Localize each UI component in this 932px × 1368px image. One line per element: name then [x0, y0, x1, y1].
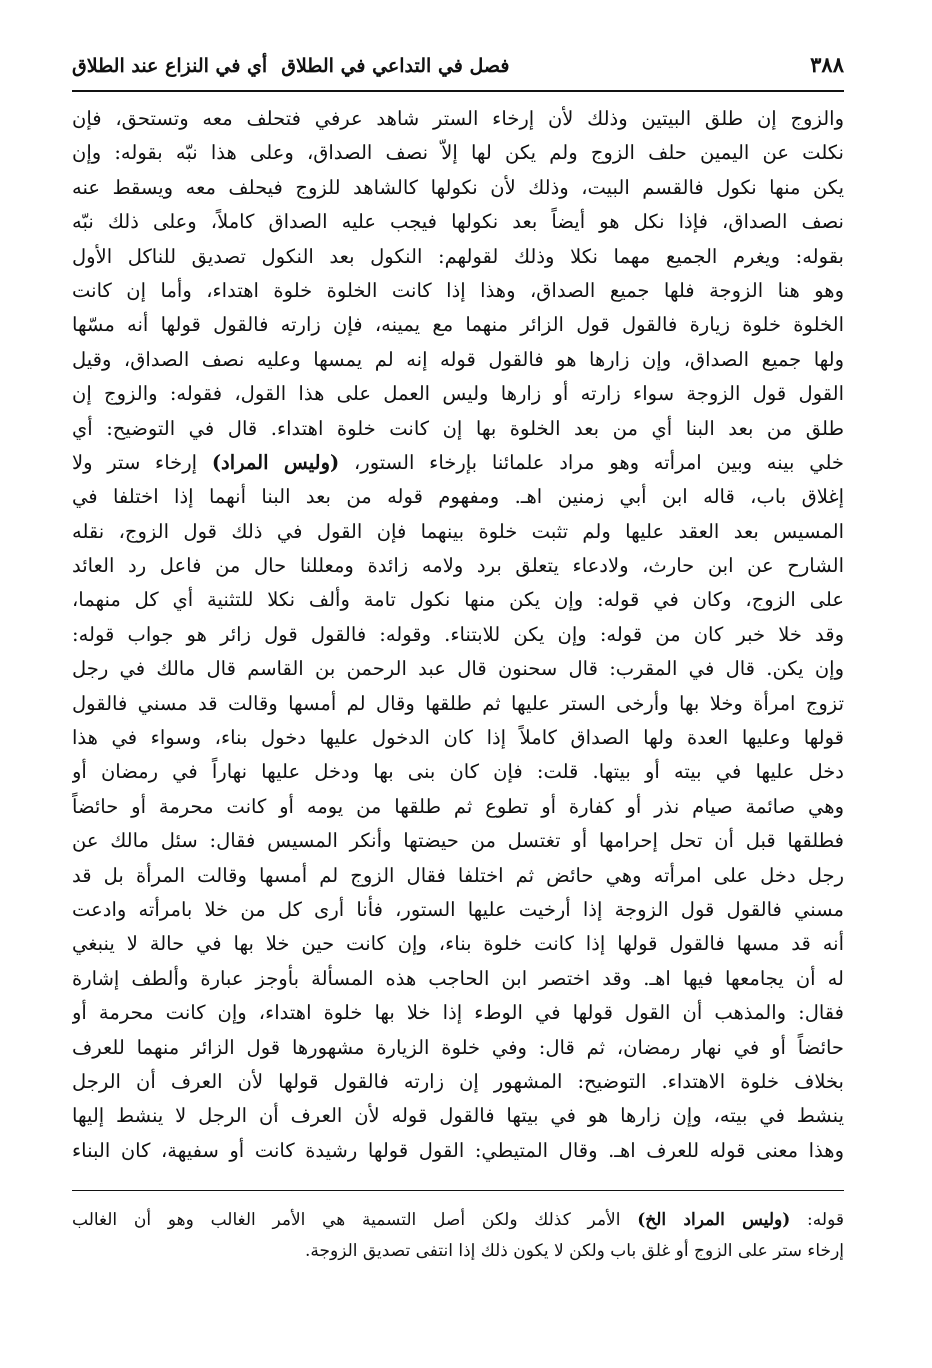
- footnote-ref: (وليس المراد الخ): [637, 1210, 791, 1231]
- text-line: فقال: والمذهب أن القول قولها في الوطء إذا خلا بها خلوة اهتداء، وإن كانت محرمة أو: [72, 1001, 844, 1025]
- chapter-title: [72, 55, 509, 77]
- text-line: الشارح عن ابن حارث، ولادعاء يتعلق برد ولامه زائدة ومعللنا حال من فاعل رد العائد: [72, 554, 844, 578]
- text-line: ولها جميع الصداق، وإن زارها هو فالقول قوله إنه لم يمسها وعليه نصف الصداق، وقيل: [72, 347, 844, 371]
- text-line: [72, 446, 844, 480]
- text-line: فطلقها قبل أن تحل إحرامها أو تغتسل من حيضتها وأنكر المسيس فقال: سئل مالك عن: [72, 829, 844, 853]
- chapter-title-main: فصل في التداعي في الطلاق: [281, 55, 510, 77]
- text-line: وقد خلا خبر كان من قوله: وإن يكن للابتناء. وقوله: فالقول قول زائر هو جواب قوله:: [72, 622, 844, 646]
- text-line: تزوج امرأة وخلا بها وأرخى الستر عليها ثم طلقها وقال لم أمسها وقالت قد مسني فالقول: [72, 691, 844, 715]
- text-line: طلق من بعد البنا أي من بعد الخلوة بها إن كانت خلوة اهتداء. قال في التوضيح: أي: [72, 416, 844, 440]
- text-line: والزوج إن طلق البيتين وذلك لأن إرخاء الستر شاهد عرفي فتحلف معه وتستحق، فإن: [72, 107, 844, 130]
- text-line: وهو هنا الزوجة فلها جميع الصداق، وهذا إذا كانت الخلوة خلوة اهتداء، وأما إن كانت: [72, 278, 844, 302]
- page-number: ٣٨٨: [810, 52, 844, 77]
- text-line: المسيس بعد العقد عليها ولم تثبت خلوة بينهما فإن القول في ذلك قول الزوج، نقله: [72, 519, 844, 543]
- footnote-text: الأمر كذلك ولكن أصل التسمية هي الأمر الغالب وهو أن الغالب: [72, 1210, 638, 1231]
- chapter-title-sub: أي في النزاع عند الطلاق: [72, 55, 268, 77]
- text-line: أنه قد مسها فالقول قولها إذا كانت خلوة بناء، وإن كانت حين خلا بها في حالة لا ينبغي: [72, 932, 844, 956]
- text-line: وإن يكن. قال في المقرب: قال سحنون قال عبد الرحمن بن القاسم قال مالك في رجل: [72, 657, 844, 681]
- footnotes: [72, 1205, 844, 1267]
- text-segment: خلي بينه وبين امرأته وهو مراد علمائنا بإرخاء الستور،: [339, 450, 844, 474]
- main-text: [72, 102, 844, 1168]
- footnote-line: إرخاء ستر على الزوج أو غلق باب ولكن لا يكون ذلك إذا انتفى تصديق الزوجة.: [304, 1241, 844, 1262]
- emphasized-phrase: (وليس المراد): [211, 450, 340, 474]
- footnote-lead: قوله:: [790, 1210, 844, 1231]
- footnote-line: [72, 1205, 844, 1236]
- text-line: حائضاً أو في نهار رمضان، ثم قال: وفي خلوة الزيارة مشهورها قول الزائر منهما للعرف: [72, 1035, 844, 1059]
- text-line: نكلت عن اليمين حلف الزوج ولم يكن لها إلاّ نصف الصداق، وعلى هذا نبّه بقوله: وإن: [72, 141, 844, 165]
- running-header: [72, 52, 844, 92]
- text-line: دخل عليها في بيته أو بيتها. قلت: فإن كان بنى بها ودخل عليها نهاراً في رمضان أو: [72, 760, 844, 784]
- book-page: [72, 52, 844, 1267]
- text-line: بقوله: ويغرم الجميع مهما نكلا وذلك لقولهم: النكول بعد النكول تصديق للناكل الأول: [72, 244, 844, 268]
- text-line: بخلاف خلوة الاهتداء. التوضيح: المشهور إن زارته فالقول قولها لأن العرف أن الرجل: [72, 1069, 844, 1093]
- text-line: القول قول الزوجة سواء زارته أو زارها وليس العمل على هذا القول، فقوله: والزوج إن: [72, 382, 844, 406]
- text-line: وهذا معنى قوله للعرف اهـ. وقال المتيطي: القول قولها رشيدة كانت أو سفيهة، كان البناء: [72, 1138, 844, 1162]
- text-line: ينشط في بيته، وإن زارها هو في بيتها فالقول قوله لأن العرف أن الرجل لا ينشط إليها: [72, 1104, 844, 1128]
- footnote-divider: [72, 1190, 844, 1191]
- text-segment: إرخاء ستر ولا: [72, 450, 212, 474]
- text-line: وهي صائمة صيام نذر أو كفارة أو تطوع ثم طلقها من يومه أو كانت محرمة أو حائضاً: [72, 794, 844, 818]
- text-line: قولها وعليها العدة ولها الصداق كاملاً إذا كان الدخول عليها دخول بناء، وسواء في هذا: [72, 726, 844, 750]
- text-line: مسني فالقول قول الزوجة إذا أرخيت عليها الستور، فأنا أرى كل من خلا بامرأته وادعت: [72, 897, 844, 921]
- text-line: إغلاق باب، قاله ابن أبي زمنين اهـ. ومفهوم قوله من بعد البنا أنهما إذا اختلفا في: [72, 485, 844, 509]
- text-line: له أن يجامعها فيها اهـ. وقد اختصر ابن الحاجب هذه المسألة بأوجز عبارة وألطف إشارة: [72, 966, 844, 990]
- text-line: رجل دخل على امرأته وهي حائض ثم اختلفا فقال الزوج لم أمسها وقالت المرأة بل قد: [72, 863, 844, 887]
- text-line: يكن منها نكول فالقسم البيت، وذلك لأن نكولها كالشاهد للزوج فيحلف معه ويسقط عنه: [72, 175, 844, 199]
- text-line: نصف الصداق، فإذا نكل هو أيضاً بعد نكولها فيجب عليه الصداق كاملاً، وعلى ذلك نبّه: [72, 210, 844, 234]
- text-line: الخلوة خلوة زيارة فالقول قول الزائر منهما مع يمينه، فإن زارته فالقول قولها أنه مسّها: [72, 313, 844, 337]
- text-line: على الزوج، وكان في قوله: وإن يكن منها نكول تامة وألف نكلا للتثنية أي كل منهما،: [72, 588, 844, 612]
